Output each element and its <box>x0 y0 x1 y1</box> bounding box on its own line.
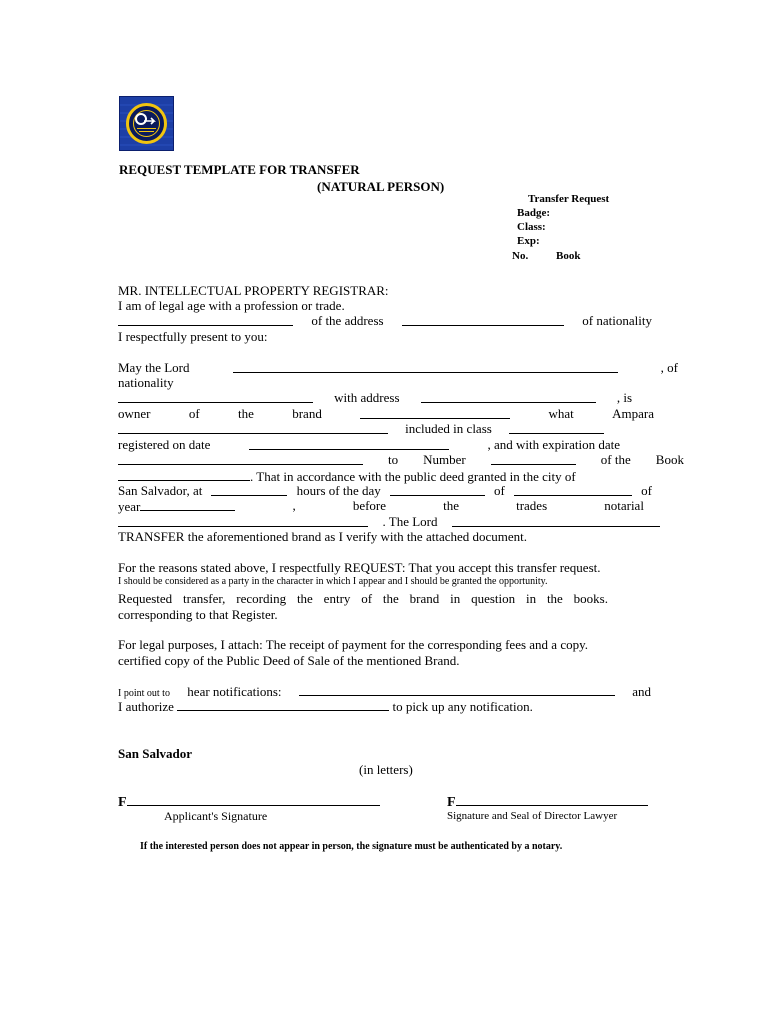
notary-blank <box>118 514 368 527</box>
text: trades <box>516 498 548 513</box>
body-line-10 <box>118 437 620 453</box>
hours-blank <box>211 483 287 496</box>
lord2-blank <box>452 514 660 527</box>
form-title: REQUEST TEMPLATE FOR TRANSFER <box>119 162 360 177</box>
body-line-6: nationality <box>118 375 174 390</box>
text: Ampara <box>612 406 654 421</box>
text: hours of the day <box>296 483 381 498</box>
registration-date-blank <box>249 437 449 450</box>
text: of nationality <box>582 313 652 328</box>
text: of <box>494 483 505 498</box>
text: notarial <box>604 498 644 513</box>
director-signature-line <box>447 792 648 811</box>
text: registered on date <box>118 437 211 452</box>
address-blank <box>402 313 564 326</box>
text: of the <box>600 452 631 467</box>
name-blank <box>118 313 293 326</box>
body-line-3 <box>118 313 652 329</box>
text: brand <box>292 406 322 421</box>
body-line-5 <box>118 360 678 376</box>
exp-label: Exp: <box>517 235 540 247</box>
text: F <box>118 795 127 810</box>
text: , is <box>616 390 632 405</box>
book-blank <box>118 468 250 481</box>
signature-blank <box>127 792 380 806</box>
body-line-15 <box>118 514 660 530</box>
book-label: Book <box>556 250 581 262</box>
registry-logo <box>119 96 174 151</box>
transfer-request-label: Transfer Request <box>528 193 610 205</box>
attach-line-2: certified copy of the Public Deed of Sale of the mentioned Brand. <box>118 653 460 668</box>
text: of <box>641 483 652 498</box>
nationality-blank <box>118 390 313 403</box>
text: hear notifications: <box>187 684 282 699</box>
body-line-14 <box>118 498 644 515</box>
text: before <box>352 498 387 513</box>
text: owner <box>118 406 151 421</box>
body-line-4: I respectfully present to you: <box>118 329 268 344</box>
text: F <box>447 795 456 810</box>
text: . That in accordance with the public deed granted in the city of <box>250 469 576 484</box>
director-signature-label: Signature and Seal of Director Lawyer <box>447 810 618 822</box>
address2-blank <box>421 390 596 403</box>
body-line-13 <box>118 483 652 499</box>
notary-note: If the interested person does not appear in person, the signature must be authenticated by a notary. <box>140 841 563 852</box>
product-blank <box>118 421 388 434</box>
text: I point out to <box>118 688 170 699</box>
place: San Salvador <box>118 746 193 761</box>
text: San Salvador, at <box>118 483 203 498</box>
intro-line: I am of legal age with a profession or trade. <box>118 298 345 313</box>
brand-blank <box>360 406 510 419</box>
addressee: MR. INTELLECTUAL PROPERTY REGISTRAR: <box>118 283 389 298</box>
text: and <box>632 684 651 699</box>
form-subtitle: (NATURAL PERSON) <box>317 179 445 194</box>
text: the <box>238 406 254 421</box>
month-blank <box>514 483 632 496</box>
request-line-4: corresponding to that Register. <box>118 607 278 622</box>
no-label: No. <box>512 250 529 262</box>
authorized-person-blank <box>177 698 389 711</box>
registry-seal-icon <box>120 97 173 150</box>
class-blank <box>509 421 604 434</box>
text: to <box>388 452 399 467</box>
text: , and with expiration date <box>487 437 620 452</box>
signature-blank <box>456 792 648 806</box>
text: included in class <box>405 421 492 436</box>
request-line-2: I should be considered as a party in the character in which I appear and I should be granted the opportunity. <box>118 576 548 587</box>
notification-place-blank <box>299 683 615 696</box>
body-line-8 <box>118 406 654 422</box>
body-line-11 <box>118 452 684 468</box>
day-blank <box>390 483 485 496</box>
text: Book <box>655 452 684 467</box>
lord-name-blank <box>233 360 618 373</box>
attach-line-1: For legal purposes, I attach: The receipt of payment for the corresponding fees and a copy. <box>118 637 588 652</box>
text: with address <box>334 390 400 405</box>
text: . The Lord <box>382 514 438 529</box>
applicant-signature-label: Applicant's Signature <box>164 809 268 823</box>
text: the <box>443 498 459 513</box>
request-line-3: Requested transfer, recording the entry of the brand in question in the books. <box>118 591 608 606</box>
text: May the Lord <box>118 360 190 375</box>
number-blank <box>491 452 576 465</box>
text: of the address <box>311 313 384 328</box>
year-blank <box>140 498 235 511</box>
text: , <box>292 498 296 513</box>
notify-line-2 <box>118 698 533 715</box>
expiration-date-blank <box>118 452 363 465</box>
body-line-16: TRANSFER the aforementioned brand as I verify with the attached document. <box>118 529 528 544</box>
text: I authorize <box>118 699 174 714</box>
in-letters: (in letters) <box>359 762 413 777</box>
badge-label: Badge: <box>517 207 550 219</box>
text: what <box>548 406 574 421</box>
text: , of <box>660 360 678 375</box>
text: Number <box>423 452 466 467</box>
class-label: Class: <box>517 221 546 233</box>
text: to pick up any notification. <box>392 699 533 714</box>
request-line-1: For the reasons stated above, I respectfully REQUEST: That you accept this transfer request. <box>118 560 601 575</box>
text: of <box>188 406 200 421</box>
body-line-9 <box>118 421 604 437</box>
text: year <box>118 499 141 514</box>
body-line-7 <box>118 390 632 406</box>
